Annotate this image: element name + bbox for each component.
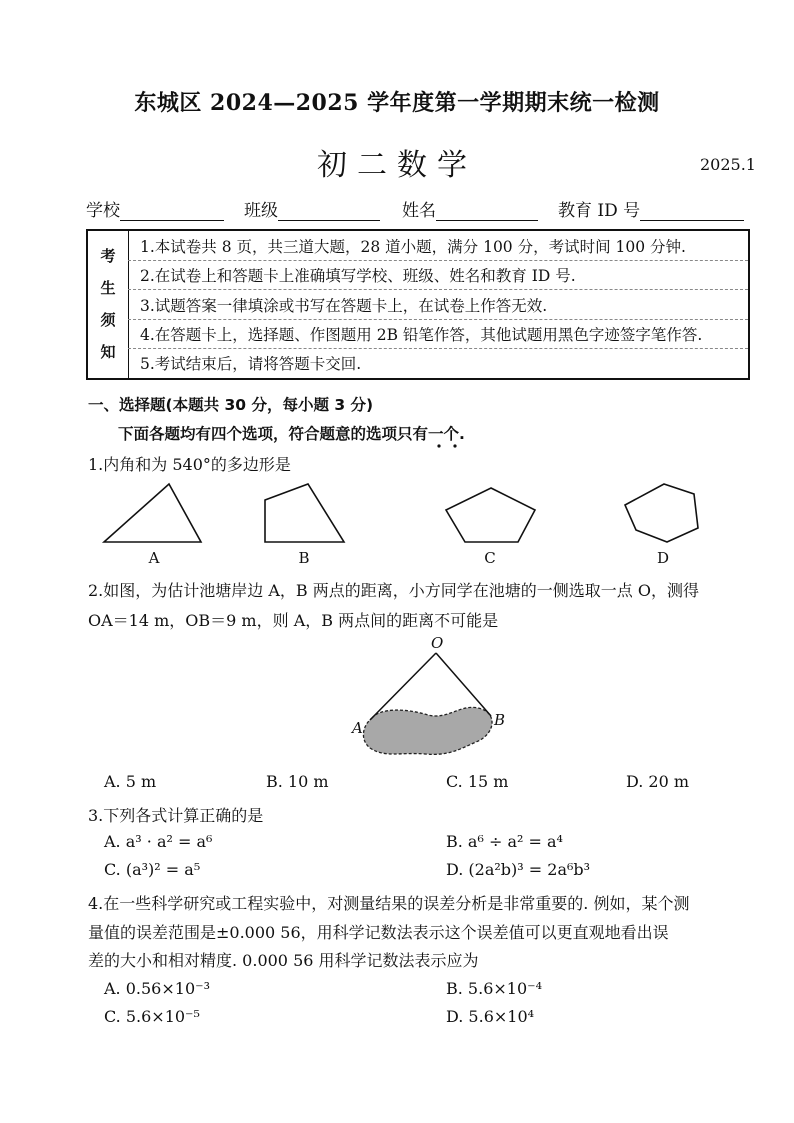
q2-option-a: A. 5 m bbox=[104, 772, 157, 791]
question-4-line3: 差的大小和相对精度. 0.000 56 用科学记数法表示应为 bbox=[88, 951, 479, 970]
q4-option-b: B. 5.6×10⁻⁴ bbox=[446, 979, 542, 998]
segment-ob bbox=[436, 653, 491, 716]
section-heading: 一、选择题(本题共 30 分，每小题 3 分) bbox=[88, 396, 374, 414]
notice-item: 4.在答题卡上，选择题、作图题用 2B 铅笔作答，其他试题用黑色字迹签字笔作答. bbox=[140, 326, 703, 344]
notice-item: 2.在试卷上和答题卡上准确填写学校、班级、姓名和教育 ID 号. bbox=[140, 267, 576, 285]
q3-option-a: A. a³ · a² = a⁶ bbox=[104, 832, 213, 851]
notice-item: 1.本试卷共 8 页，共三道大题，28 道小题，满分 100 分，考试时间 100 分钟. bbox=[140, 238, 686, 256]
notice-item: 3.试题答案一律填涂或书写在答题卡上，在试卷上作答无效. bbox=[140, 297, 548, 315]
q2-option-b: B. 10 m bbox=[266, 772, 329, 791]
name-label: 姓名 bbox=[402, 201, 436, 221]
q3-option-b: B. a⁶ ÷ a² = a⁴ bbox=[446, 832, 563, 851]
school-label: 学校 bbox=[86, 201, 120, 221]
notice-label-char: 考 bbox=[100, 247, 116, 265]
q1-option-d: D bbox=[656, 549, 670, 567]
notice-item: 5.考试结束后，请将答题卡交回. bbox=[140, 355, 362, 373]
q4-option-c: C. 5.6×10⁻⁵ bbox=[104, 1007, 200, 1026]
q1-option-a: A bbox=[148, 549, 160, 567]
section-instruction: 下面各题均有四个选项，符合题意的选项只有一个. bbox=[118, 425, 465, 443]
question-4-line1: 4.在一些科学研究或工程实验中，对测量结果的误差分析是非常重要的. 例如，某个测 bbox=[88, 894, 690, 913]
pond-shape bbox=[363, 707, 492, 754]
q2-option-d: D. 20 m bbox=[626, 772, 690, 791]
point-o-label: O bbox=[431, 634, 444, 652]
point-b-label: B bbox=[494, 711, 506, 729]
question-4-line2: 量值的误差范围是±0.000 56，用科学记数法表示这个误差值可以更直观地看出误 bbox=[88, 923, 669, 942]
question-2-line2: OA＝14 m，OB＝9 m，则 A，B 两点间的距离不可能是 bbox=[88, 611, 499, 630]
id-label: 教育 ID 号 bbox=[558, 201, 641, 221]
question-3-stem: 3.下列各式计算正确的是 bbox=[88, 806, 264, 825]
exam-date: 2025.1 bbox=[700, 155, 756, 174]
notice-label-char: 须 bbox=[100, 311, 116, 329]
notice-label-char: 生 bbox=[100, 279, 116, 297]
subject-title: 初二数学 bbox=[317, 148, 477, 183]
q1-option-c: C bbox=[484, 549, 496, 567]
exam-title: 东城区 2024—2025 学年度第一学期期末统一检测 bbox=[134, 90, 660, 116]
question-2-line1: 2.如图，为估计池塘岸边 A，B 两点的距离，小方同学在池塘的一侧选取一点 O，测得 bbox=[88, 581, 699, 600]
q4-option-d: D. 5.6×10⁴ bbox=[446, 1007, 535, 1026]
point-a-label: A bbox=[352, 719, 363, 737]
q3-option-d: D. (2a²b)³ = 2a⁶b³ bbox=[446, 860, 591, 879]
q3-option-c: C. (a³)² = a⁵ bbox=[104, 860, 201, 879]
question-1-stem: 1.内角和为 540°的多边形是 bbox=[88, 455, 291, 474]
q4-option-a: A. 0.56×10⁻³ bbox=[104, 979, 210, 998]
q2-option-c: C. 15 m bbox=[446, 772, 509, 791]
q1-option-b: B bbox=[298, 549, 310, 567]
class-label: 班级 bbox=[244, 201, 278, 221]
notice-label-char: 知 bbox=[100, 343, 116, 361]
